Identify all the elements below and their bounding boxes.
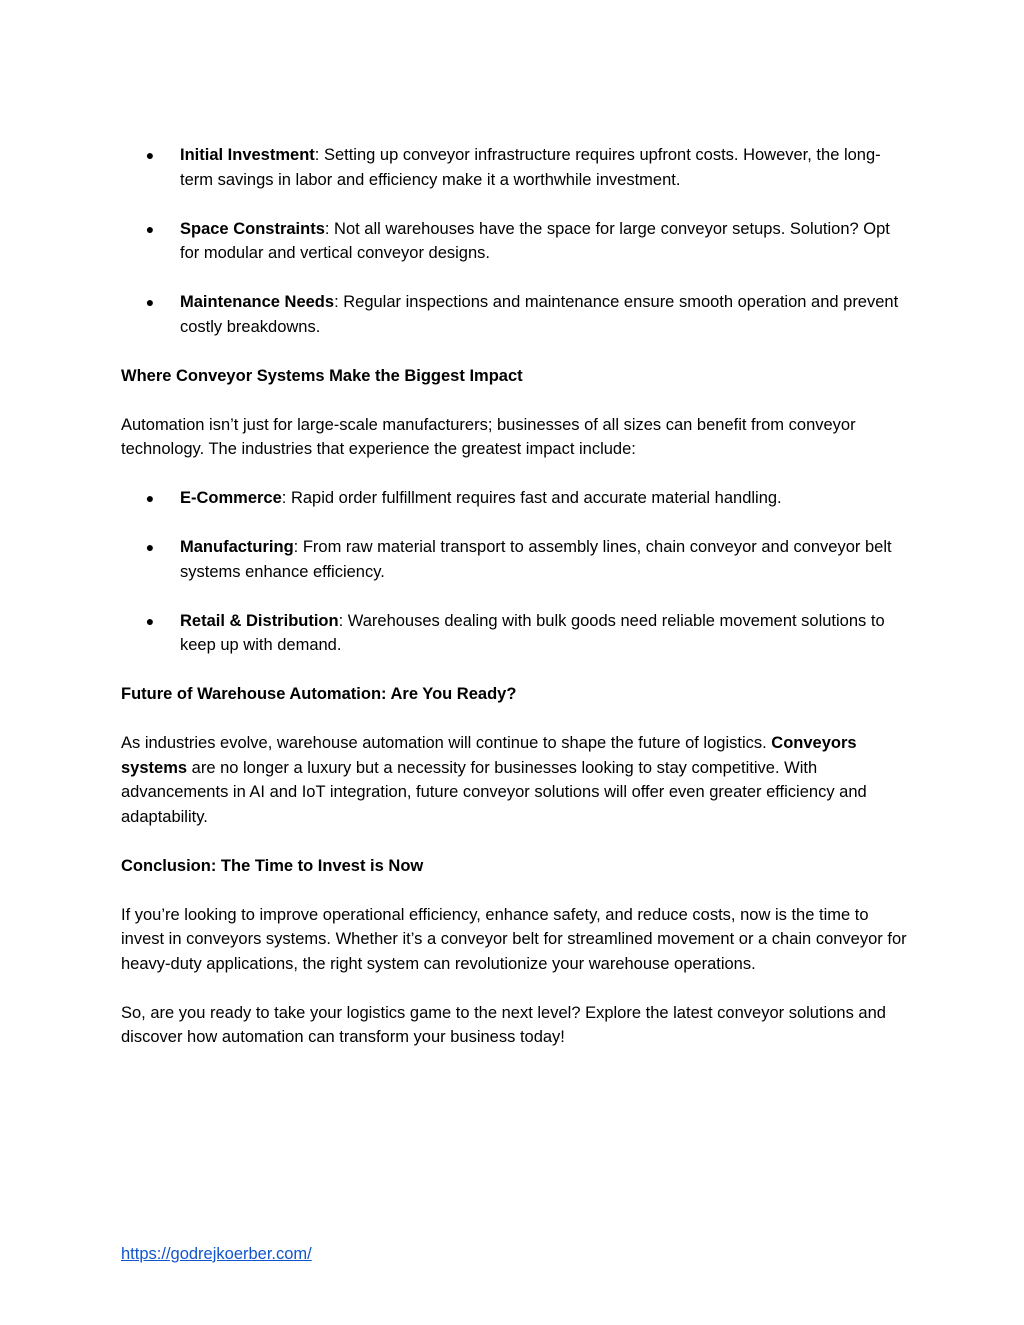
list-item-title: Manufacturing (180, 538, 294, 556)
document-body (121, 143, 911, 1074)
list-item (121, 143, 911, 192)
list-item-title: Maintenance Needs (180, 293, 335, 311)
future-text-bold: Conveyors systems (121, 734, 857, 777)
list-item (121, 486, 911, 511)
list-item-text: : From raw material transport to assembly lines, chain conveyor and conveyor belt systems enhance efficiency. (180, 538, 892, 581)
bullet-icon: ● (145, 294, 155, 310)
list-item (121, 609, 911, 658)
list-item-text: : Warehouses dealing with bulk goods need reliable movement solutions to keep up with demand. (180, 611, 885, 654)
list-item-text: : Not all warehouses have the space for large conveyor setups. Solution? Opt for modular and vertical conveyor designs. (180, 219, 890, 262)
conclusion-heading: Conclusion: The Time to Invest is Now (121, 856, 424, 875)
list-item-title: Retail & Distribution (180, 611, 339, 630)
bullet-icon: ● (145, 539, 155, 555)
bullet-icon: ● (145, 490, 155, 506)
footer-website-link[interactable]: https://godrejkoerber.com/ (121, 1245, 312, 1263)
impact-intro: Automation isn’t just for large-scale manufacturers; businesses of all sizes can benefit from conveyor technology. The industries that experience the greatest impact include: (121, 415, 856, 458)
future-paragraph (121, 731, 911, 829)
future-text-start: As industries evolve, warehouse automation will continue to shape the future of logistics. (121, 734, 772, 752)
future-heading: Future of Warehouse Automation: Are You Ready? (121, 685, 517, 703)
bullet-icon: ● (145, 612, 155, 629)
list-item-text: : Regular inspections and maintenance ensure smooth operation and prevent costly breakdowns. (180, 293, 899, 336)
industries-list (121, 486, 911, 658)
list-item-text: : Rapid order fulfillment requires fast and accurate material handling. (281, 489, 782, 507)
list-item (121, 535, 911, 584)
list-item-title: Space Constraints (180, 219, 325, 238)
list-item-title: E-Commerce (180, 489, 282, 507)
bullet-icon: ● (145, 220, 155, 237)
future-text-end: are no longer a luxury but a necessity for businesses looking to stay competitive. With advancements in AI and IoT integration, future conveyor solutions will offer even greater efficiency and adaptability. (121, 758, 867, 826)
bullet-icon: ● (145, 147, 155, 163)
list-item (121, 217, 911, 266)
list-item-title: Initial Investment (180, 146, 315, 164)
list-item (121, 290, 911, 339)
list-item-text: : Setting up conveyor infrastructure requires upfront costs. However, the long-term savings in labor and efficiency make it a worthwhile investment. (180, 146, 881, 189)
challenges-list (121, 143, 911, 339)
conclusion-paragraph-2: So, are you ready to take your logistics game to the next level? Explore the latest conveyor solutions and discover how automation can transform your business today! (121, 1003, 886, 1046)
conclusion-paragraph-1: If you’re looking to improve operational efficiency, enhance safety, and reduce costs, now is the time to invest in conveyors systems. Whether it’s a conveyor belt for streamlined movement or a chain conveyor for heavy-duty applications, the right system can revolutionize your warehouse operations. (121, 905, 907, 973)
impact-heading: Where Conveyor Systems Make the Biggest Impact (121, 366, 523, 385)
